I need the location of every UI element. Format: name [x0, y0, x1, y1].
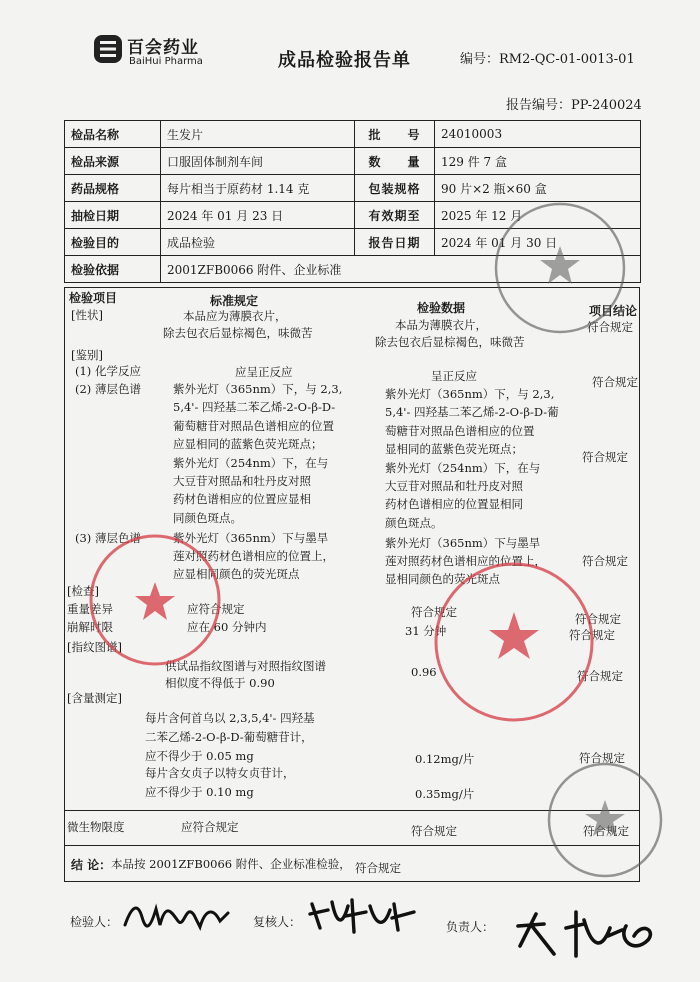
std-text: 二苯乙烯-2-O-β-D-葡萄糖苷计， [145, 730, 313, 744]
std-text: 药材色谱相应的位置应显相 [173, 492, 311, 507]
data-text: 符合规定 [411, 605, 457, 619]
data-text: 0.35mg/片 [415, 787, 475, 801]
section-fingerprint: [指纹图谱] [67, 640, 122, 654]
field-label: 检品来源 [65, 148, 161, 175]
field-label: 有效期至 [355, 202, 435, 229]
section-check: [检查] [67, 584, 99, 598]
product-name: 生发片 [161, 121, 355, 148]
column-header-data: 检验数据 [417, 301, 466, 315]
std-text: 同颜色斑点。 [173, 510, 242, 525]
data-text: 颜色斑点。 [385, 515, 443, 530]
company-name: 百会药业 [127, 38, 199, 58]
responsible-signature [510, 900, 660, 962]
conclusion-text: 符合规定 [577, 669, 623, 683]
item-label: 微生物限度 [67, 820, 125, 834]
inspection-purpose: 成品检验 [161, 229, 355, 256]
data-text: 呈正反应 [431, 369, 477, 383]
drug-spec: 每片相当于原药材 1.14 克 [161, 175, 355, 202]
data-text: 莲对照药材色谱相应的位置上， [385, 554, 546, 568]
item-label: (1) 化学反应 [75, 364, 141, 378]
section-assay: [含量测定] [67, 691, 122, 705]
std-text: 紫外光灯（254nm）下，在与 [173, 455, 329, 470]
conclusion-result: 符合规定 [355, 861, 401, 875]
std-text: 大豆苷对照品和牡丹皮对照 [173, 474, 311, 488]
std-text: 应符合规定 [187, 602, 245, 616]
expiry-date: 2025 年 12 月 [435, 202, 641, 229]
document-title: 成品检验报告单 [278, 50, 411, 71]
std-text: 本品应为薄膜衣片， [183, 309, 287, 323]
conclusion-text: 符合规定 [575, 612, 621, 626]
inspector-signature [120, 895, 232, 937]
data-text: 31 分钟 [405, 624, 447, 638]
std-text: 应符合规定 [181, 820, 239, 834]
inspection-seal-top [490, 198, 630, 338]
std-text: 葡萄糖苷对照品色谱相应的位置 [173, 418, 334, 433]
quality-dept-stamp-right [432, 560, 597, 725]
std-text: 莲对照药材色谱相应的位置上， [173, 549, 334, 563]
quantity: 129 件 7 盒 [435, 148, 641, 175]
item-label: 崩解时限 [67, 620, 113, 634]
data-text: 显相同颜色的荧光斑点 [385, 572, 500, 586]
report-number: 报告编号：PP-240024 [506, 98, 642, 113]
data-text: 紫外光灯（365nm）下与墨旱 [385, 536, 541, 550]
conclusion-text: 本品按 2001ZFB0066 附件、企业标准检验， [111, 857, 351, 871]
std-text: 应不得少于 0.05 mg [145, 749, 254, 763]
sample-date: 2024 年 01 月 23 日 [161, 202, 355, 229]
data-text: 萄糖苷对照品色谱相应的位置 [385, 423, 535, 438]
std-text: 应不得少于 0.10 mg [145, 785, 254, 799]
data-text: 0.12mg/片 [415, 752, 475, 766]
std-text: 紫外光灯（365nm）下，与 2,3, [173, 382, 343, 396]
std-text: 应显相同的蓝紫色荧光斑点； [173, 437, 323, 452]
conclusion-text: 符合规定 [592, 375, 638, 389]
field-label: 批 号 [355, 121, 435, 148]
company-name-en: BaiHui Pharma [129, 56, 203, 67]
data-text: 除去包衣后显棕褐色，味微苦 [375, 335, 525, 349]
section-traits: [性状] [71, 308, 103, 322]
data-text: 显相同的蓝紫色荧光斑点； [385, 442, 523, 457]
field-label: 数 量 [355, 148, 435, 175]
company-logo-icon [93, 34, 123, 64]
field-label: 检验目的 [65, 229, 161, 256]
data-text: 符合规定 [411, 824, 457, 838]
sample-source: 口服固体制剂车间 [161, 148, 355, 175]
data-text: 本品为薄膜衣片， [395, 318, 487, 332]
package-spec: 90 片×2 瓶×60 盒 [435, 175, 641, 202]
batch-number: 24010003 [435, 121, 641, 148]
data-text: 紫外光灯（365nm）下，与 2,3, [385, 387, 555, 401]
std-text: 每片含何首乌以 2,3,5,4'- 四羟基 [145, 711, 315, 725]
conclusion-text: 符合规定 [569, 628, 615, 642]
conclusion-text: 符合规定 [582, 450, 628, 464]
item-label: 重量差异 [67, 602, 113, 616]
inspection-seal-bottom [545, 760, 665, 880]
table-row [65, 121, 641, 148]
std-text: 应在 60 分钟内 [187, 620, 267, 634]
section-identification: [鉴别] [71, 348, 103, 362]
data-text: 0.96 [411, 665, 437, 679]
item-label: (3) 薄层色谱 [75, 531, 141, 545]
std-text: 5,4'- 四羟基二苯乙烯-2-O-β-D- [173, 400, 336, 415]
field-label: 药品规格 [65, 175, 161, 202]
std-text: 供试品指纹图谱与对照指纹图谱 [165, 659, 326, 673]
document-code: 编号：RM2-QC-01-0013-01 [460, 52, 635, 67]
std-text: 应显相同颜色的荧光斑点 [173, 567, 300, 581]
quality-dept-stamp-left [85, 530, 225, 670]
data-text: 药材色谱相应的位置显相同 [385, 497, 523, 512]
conclusion-text: 符合规定 [582, 554, 628, 568]
field-label: 报告日期 [355, 229, 435, 256]
field-label: 检品名称 [65, 121, 161, 148]
data-text: 大豆苷对照品和牡丹皮对照 [385, 479, 523, 493]
std-text: 紫外光灯（365nm）下与墨旱 [173, 531, 329, 545]
reviewer-label: 复核人： [253, 915, 302, 929]
data-text: 5,4'- 四羟基二苯乙烯-2-O-β-D-葡 [385, 405, 559, 420]
field-label: 抽检日期 [65, 202, 161, 229]
inspector-label: 检验人： [70, 915, 119, 929]
conclusion-text: 符合规定 [583, 824, 629, 838]
table-row [65, 148, 641, 175]
column-header-standard: 标准规定 [210, 294, 259, 308]
field-label: 检验依据 [65, 256, 161, 283]
conclusion-text: 符合规定 [579, 751, 625, 765]
report-date: 2024 年 01 月 30 日 [435, 229, 641, 256]
conclusion-text: 符合规定 [587, 320, 633, 334]
responsible-label: 负责人： [446, 920, 495, 934]
conclusion-label: 结 论： [71, 858, 112, 872]
column-header-item: 检验项目 [69, 291, 118, 305]
column-header-conclusion: 项目结论 [589, 304, 638, 318]
std-text: 每片含女贞子以特女贞苷计， [145, 766, 295, 780]
field-label: 包装规格 [355, 175, 435, 202]
std-text: 相似度不得低于 0.90 [165, 676, 275, 690]
data-text: 紫外光灯（254nm）下，在与 [385, 460, 541, 475]
inspection-basis: 2001ZFB0066 附件、企业标准 [161, 256, 641, 283]
reviewer-signature [306, 892, 418, 940]
std-text: 应呈正反应 [235, 365, 293, 379]
item-label: (2) 薄层色谱 [75, 382, 141, 396]
std-text: 除去包衣后显棕褐色，味微苦 [163, 326, 313, 340]
